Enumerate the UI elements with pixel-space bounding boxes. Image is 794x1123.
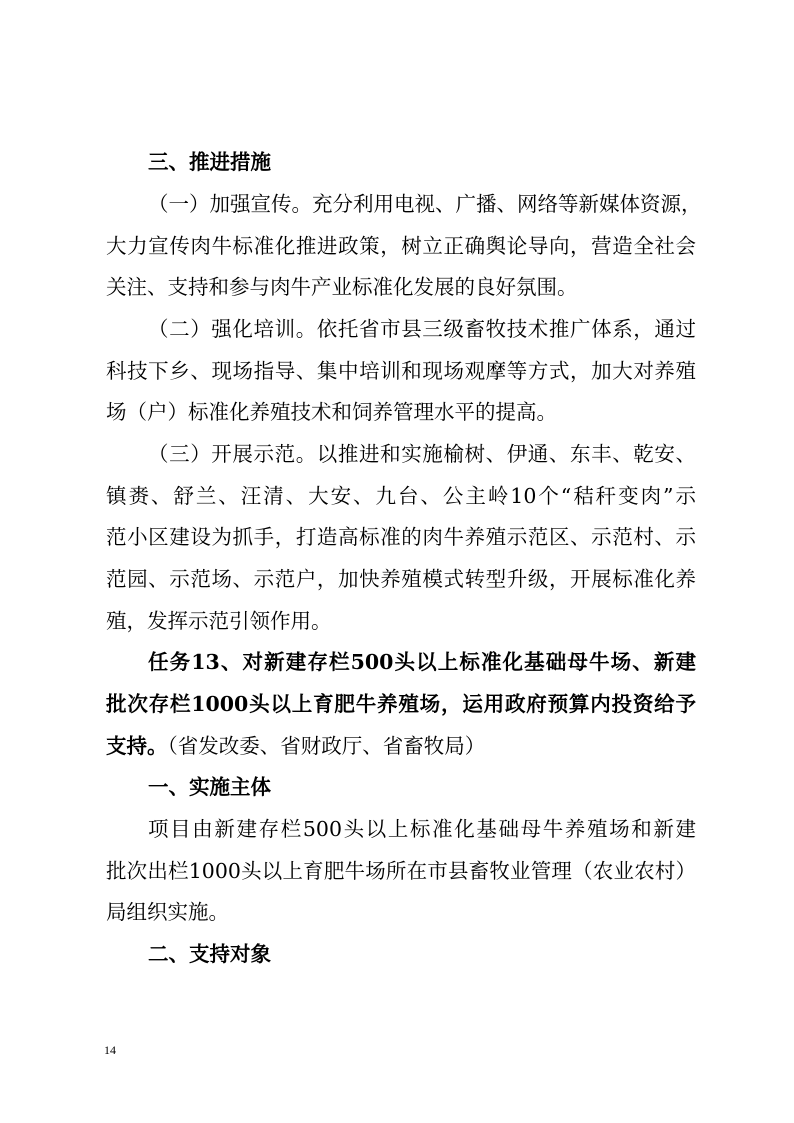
paragraph-implementing-body-line-2: 批次出栏1000头以上育肥牛场所在市县畜牧业管理（农业农村） — [106, 859, 696, 883]
paragraph-training-line-1: （二）强化培训。依托省市县三级畜牧技术推广体系，通过 — [148, 317, 696, 341]
task-13-departments-note: （省发改委、省财政厅、省畜牧局） — [167, 734, 486, 758]
paragraph-publicity-line-2: 大力宣传肉牛标准化推进政策，树立正确舆论导向，营造全社会 — [106, 234, 696, 258]
paragraph-demonstration-line-4: 范园、示范场、示范户，加快养殖模式转型升级，开展标准化养 — [106, 567, 696, 591]
paragraph-publicity-line-1: （一）加强宣传。充分利用电视、广播、网络等新媒体资源， — [148, 192, 702, 216]
paragraph-demonstration-line-2: 镇赉、舒兰、汪清、大安、九台、公主岭10个“秸秆变肉”示 — [106, 484, 696, 508]
page-number: 14 — [104, 1043, 116, 1057]
task-13-line-2: 批次存栏1000头以上育肥牛养殖场，运用政府预算内投资给予 — [106, 692, 696, 716]
paragraph-demonstration-line-1: （三）开展示范。以推进和实施榆树、伊通、东丰、乾安、 — [148, 442, 696, 466]
paragraph-implementing-body-line-3: 局组织实施。 — [106, 900, 229, 924]
paragraph-demonstration-line-5: 殖，发挥示范引领作用。 — [106, 609, 332, 633]
section-heading-measures: 三、推进措施 — [148, 150, 271, 174]
task-13-support-text: 支持。 — [106, 734, 168, 758]
paragraph-training-line-2: 科技下乡、现场指导、集中培训和现场观摩等方式，加大对养殖 — [106, 359, 696, 383]
paragraph-training-line-3: 场（户）标准化养殖技术和饲养管理水平的提高。 — [106, 400, 557, 424]
section-heading-implementing-body: 一、实施主体 — [148, 775, 271, 799]
paragraph-publicity-line-3: 关注、支持和参与肉牛产业标准化发展的良好氛围。 — [106, 275, 578, 299]
task-13-line-3 — [106, 734, 696, 758]
paragraph-demonstration-line-3: 范小区建设为抓手，打造高标准的肉牛养殖示范区、示范村、示 — [106, 525, 696, 549]
task-13-line-1: 任务13、对新建存栏500头以上标准化基础母牛场、新建 — [148, 650, 696, 674]
paragraph-implementing-body-line-1: 项目由新建存栏500头以上标准化基础母牛养殖场和新建 — [148, 817, 696, 841]
section-heading-support-target: 二、支持对象 — [148, 942, 271, 966]
